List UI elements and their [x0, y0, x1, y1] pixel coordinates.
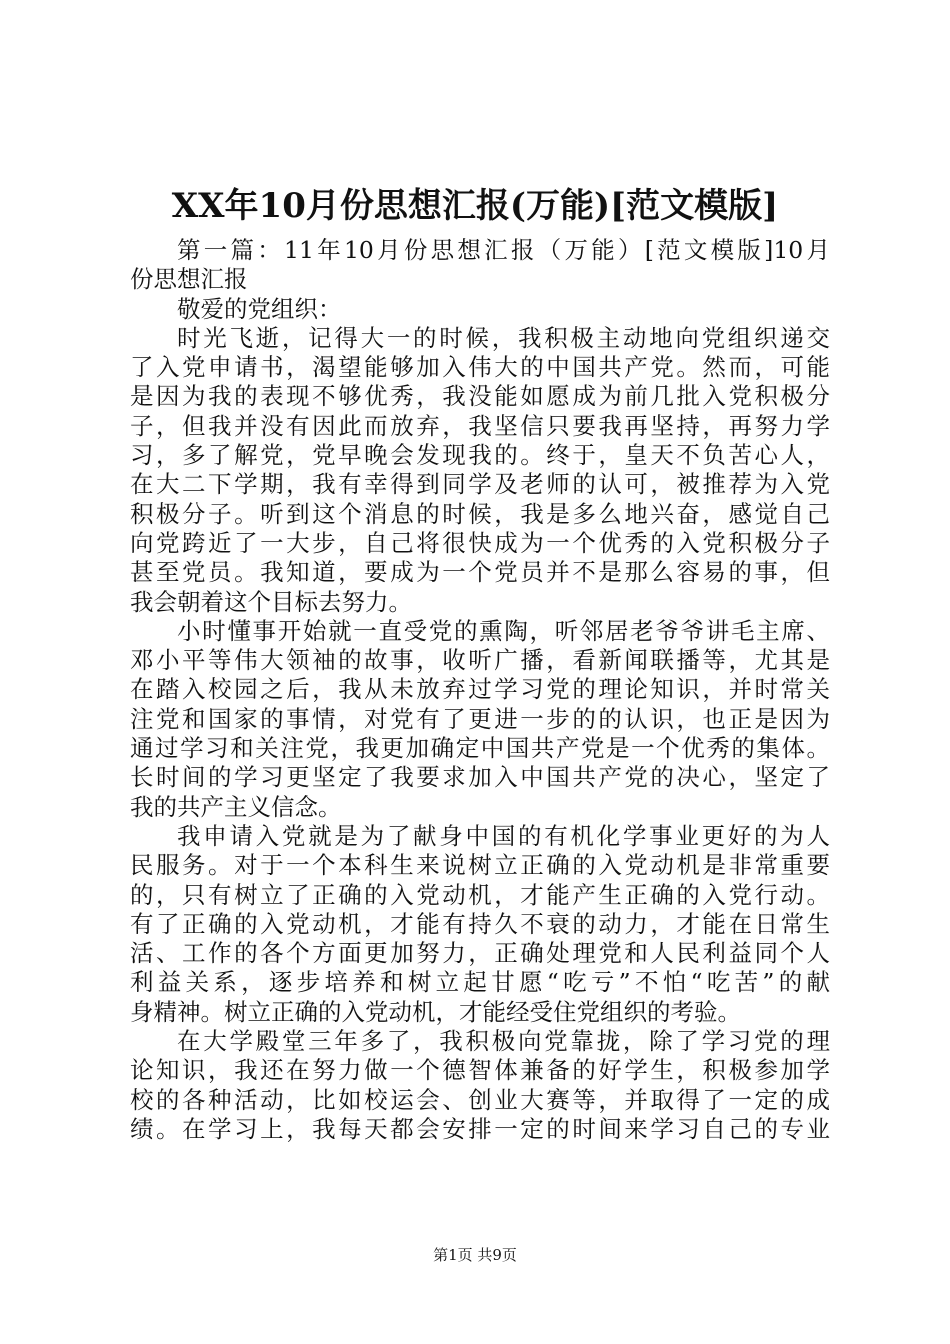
body-line: 子，但我并没有因此而放弃，我坚信只要我再坚持，再努力学 [130, 411, 830, 440]
body-line: 习，多了解党，党早晚会发现我的。终于，皇天不负苦心人， [130, 441, 830, 470]
document-body [130, 236, 830, 1144]
body-line: 论知识，我还在努力做一个德智体兼备的好学生，积极参加学 [130, 1056, 830, 1085]
body-line: 是因为我的表现不够优秀，我没能如愿成为前几批入党积极分 [130, 382, 830, 411]
body-line: 积极分子。听到这个消息的时候，我是多么地兴奋，感觉自己 [130, 499, 830, 528]
body-line: 第一篇：11年10月份思想汇报（万能）[范文模版]10月 [177, 236, 830, 264]
body-line: 我申请入党就是为了献身中国的有机化学事业更好的为人 [177, 821, 830, 850]
body-line: 时光飞逝，记得大一的时候，我积极主动地向党组织递交 [177, 323, 830, 352]
body-line: 校的各种活动，比如校运会、创业大赛等，并取得了一定的成 [130, 1085, 830, 1114]
body-line: 利益关系，逐步培养和树立起甘愿“吃亏”不怕“吃苦”的献 [130, 968, 830, 997]
body-line: 身精神。树立正确的入党动机，才能经受住党组织的考验。 [130, 997, 741, 1026]
body-line: 长时间的学习更坚定了我要求加入中国共产党的决心，坚定了 [130, 763, 830, 792]
body-line: 注党和国家的事情，对党有了更进一步的的认识，也正是因为 [130, 704, 830, 733]
body-line: 在大学殿堂三年多了，我积极向党靠拢，除了学习党的理 [177, 1027, 830, 1056]
document-title: XX年10月份思想汇报(万能)[范文模版] [171, 186, 779, 226]
body-line: 敬爱的党组织： [177, 294, 342, 323]
body-line: 份思想汇报 [130, 265, 248, 294]
body-line: 在踏入校园之后，我从未放弃过学习党的理论知识，并时常关 [130, 675, 830, 704]
body-line: 甚至党员。我知道，要成为一个党员并不是那么容易的事，但 [130, 558, 830, 587]
body-line: 民服务。对于一个本科生来说树立正确的入党动机是非常重要 [130, 851, 830, 880]
body-line: 我的共产主义信念。 [130, 792, 342, 821]
body-line: 绩。在学习上，我每天都会安排一定的时间来学习自己的专业 [130, 1114, 830, 1143]
body-line: 邓小平等伟大领袖的故事，收听广播，看新闻联播等，尤其是 [130, 646, 830, 675]
body-line: 在大二下学期，我有幸得到同学及老师的认可，被推荐为入党 [130, 470, 830, 499]
page-number-footer: 第1页 共9页 [433, 1246, 517, 1264]
body-line: 活、工作的各个方面更加努力，正确处理党和人民利益同个人 [130, 939, 830, 968]
body-line: 了入党申请书，渴望能够加入伟大的中国共产党。然而，可能 [130, 353, 830, 382]
body-line: 我会朝着这个目标去努力。 [130, 587, 412, 616]
body-line: 的，只有树立了正确的入党动机，才能产生正确的入党行动。 [130, 880, 830, 909]
body-line: 通过学习和关注党，我更加确定中国共产党是一个优秀的集体。 [130, 734, 830, 763]
body-line: 向党跨近了一大步，自己将很快成为一个优秀的入党积极分子 [130, 528, 830, 557]
body-line: 小时懂事开始就一直受党的熏陶，听邻居老爷爷讲毛主席、 [177, 616, 830, 645]
body-line: 有了正确的入党动机，才能有持久不衰的动力，才能在日常生 [130, 909, 830, 938]
